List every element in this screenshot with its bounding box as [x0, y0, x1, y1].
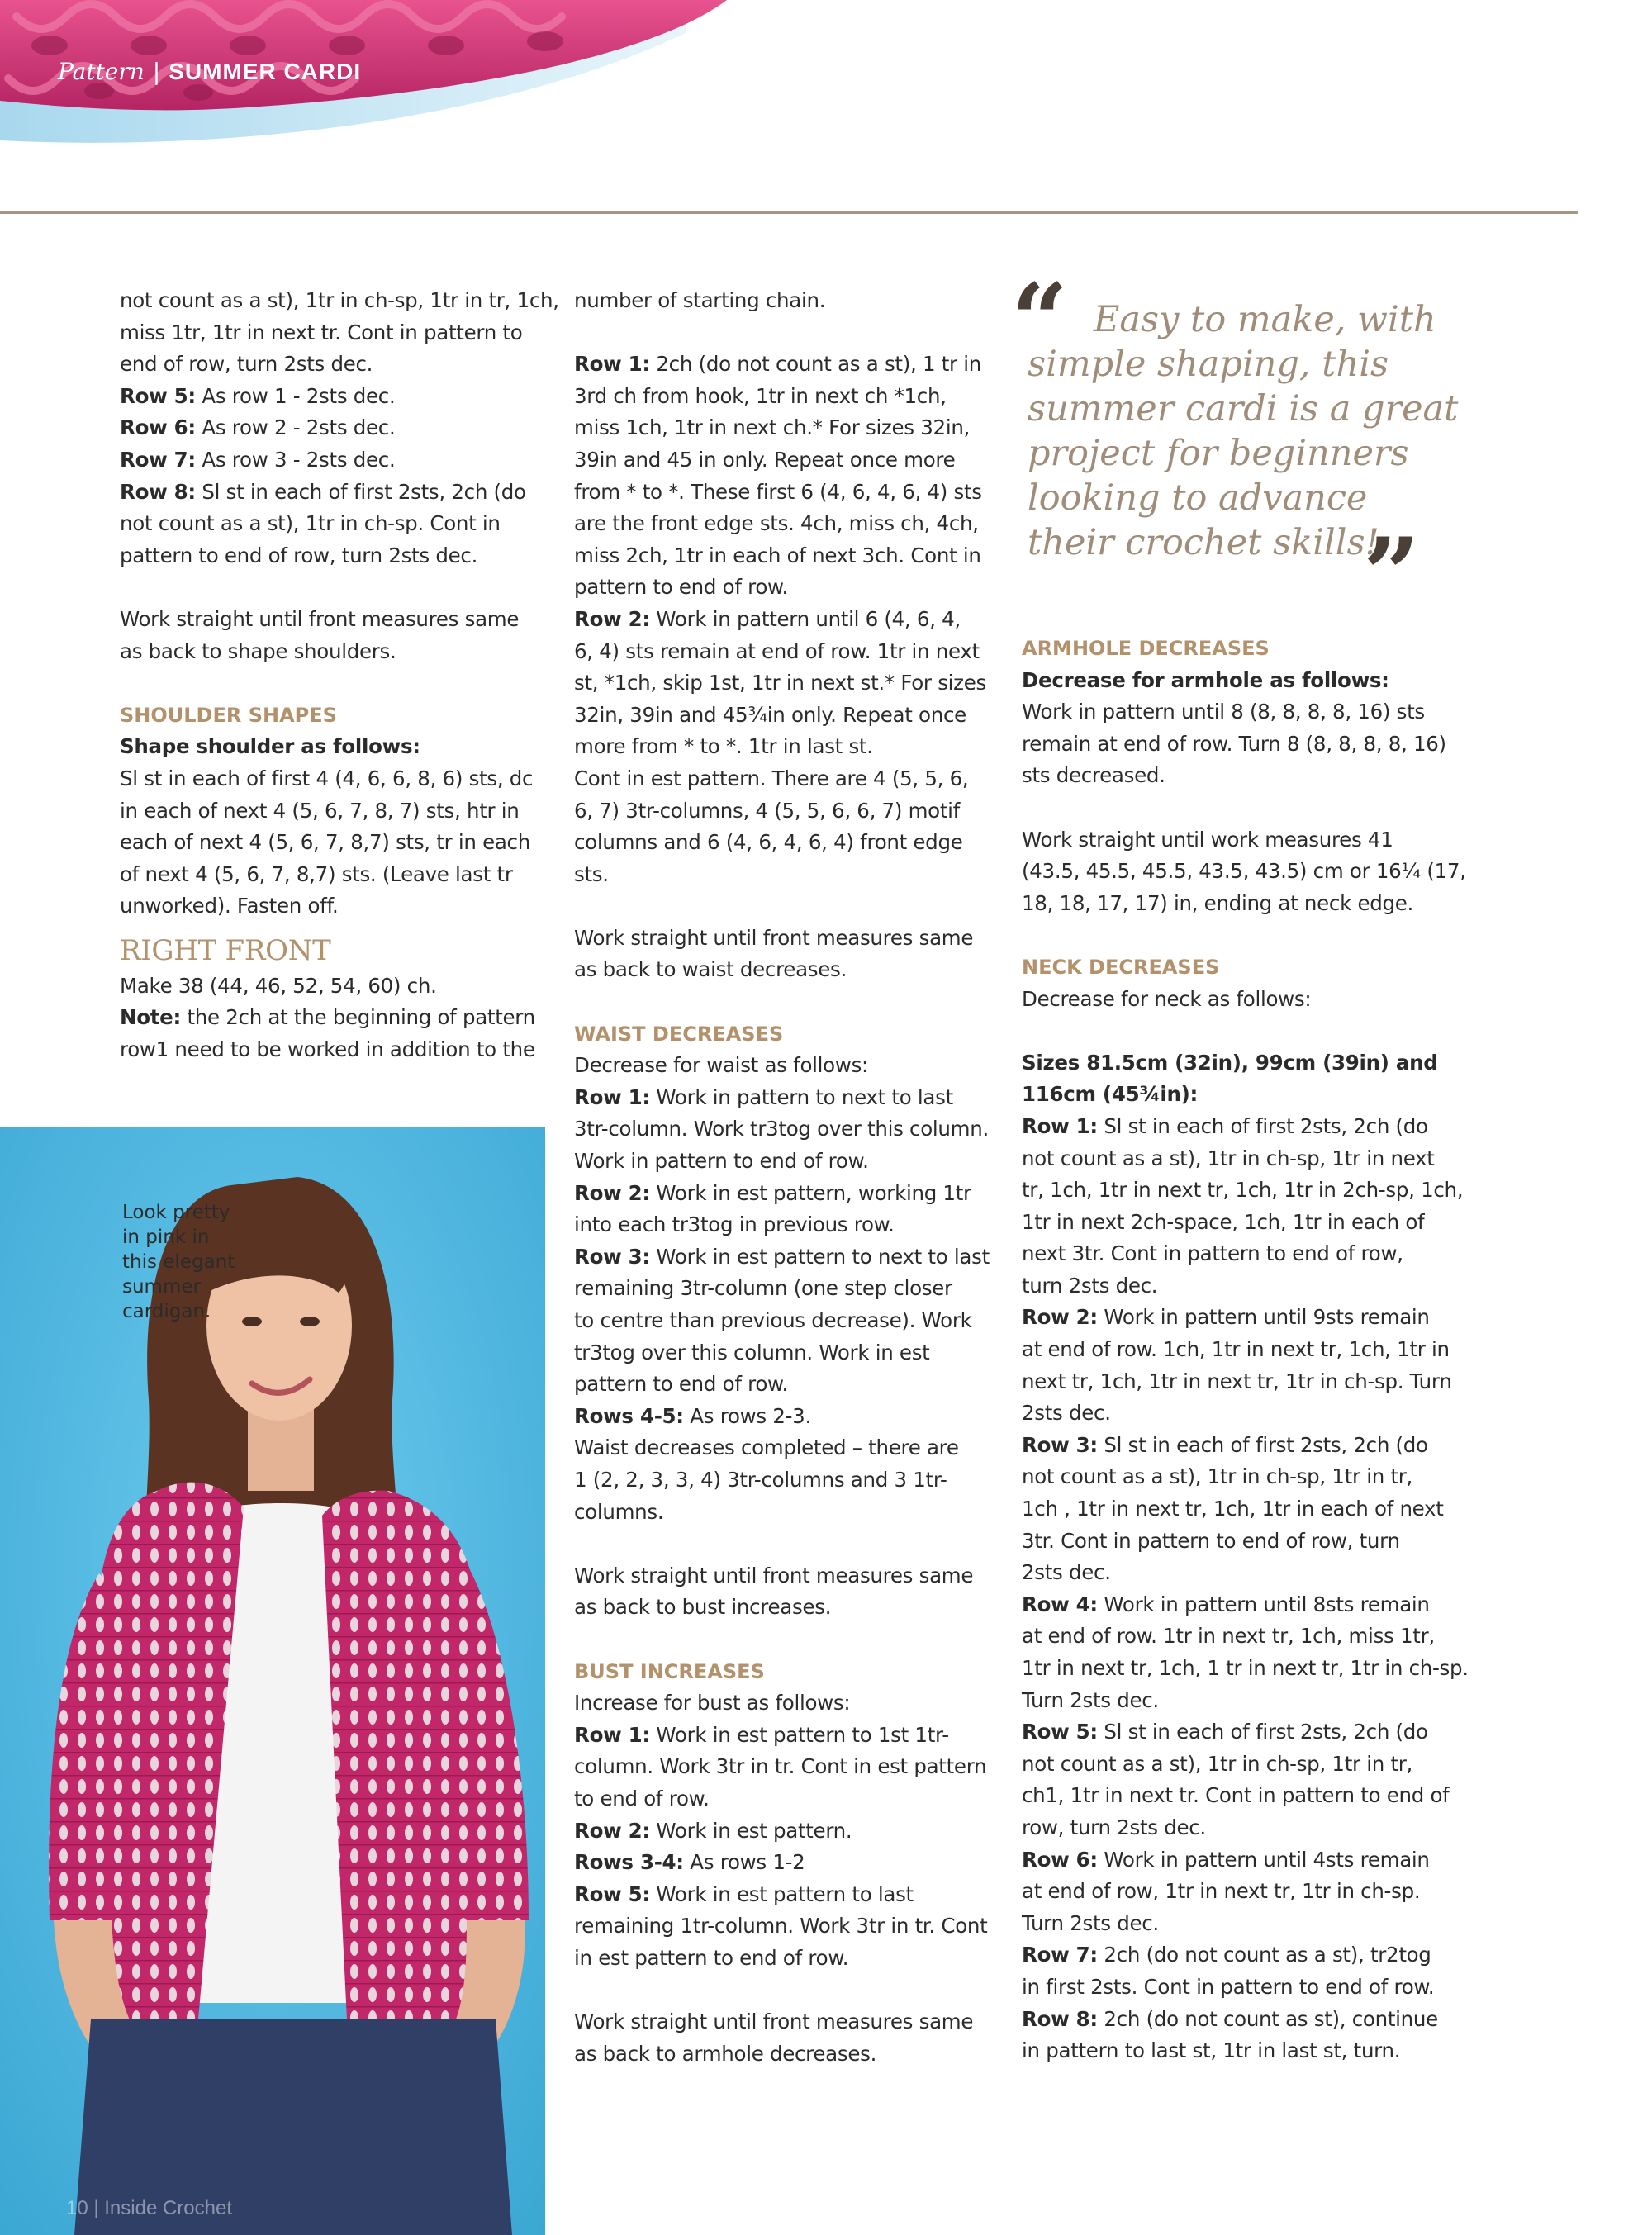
text-line: not count as a st), 1tr in ch-sp, 1tr in next — [1022, 1146, 1435, 1170]
row-label: Row 7: — [1022, 1943, 1098, 1967]
row-text: As row 1 - 2sts dec. — [195, 383, 396, 408]
row-instruction — [120, 444, 549, 477]
text-line: columns and 6 (4, 6, 4, 6, 4) front edge — [574, 830, 963, 855]
row-instruction — [1022, 1716, 1484, 1749]
row-instruction — [574, 349, 1004, 381]
quote-line: summer cardi is a great — [1028, 388, 1459, 429]
text-line: as back to waist decreases. — [574, 957, 847, 982]
quote-line: simple shaping, this — [1028, 344, 1389, 385]
row-label: Rows 4-5: — [574, 1403, 684, 1428]
text-line: next 3tr. Cont in pattern to end of row, — [1022, 1241, 1403, 1266]
text-line: Work straight until front measures same — [120, 606, 520, 631]
caption-line: in pink in — [122, 1227, 210, 1248]
text-line: are the front edge sts. 4ch, miss ch, 4ch, — [574, 511, 979, 536]
text-line: Waist decreases completed – there are — [574, 1435, 959, 1460]
text-line: not count as a st), 1tr in ch-sp. Cont in — [120, 511, 501, 536]
section-heading-waist: WAIST DECREASES — [574, 1022, 784, 1046]
text-line: 18, 18, 17, 17) in, ending at neck edge. — [1022, 890, 1414, 915]
caption-line: cardigan. — [122, 1301, 211, 1322]
open-quote-icon: “ — [1011, 262, 1069, 378]
row-instruction — [574, 1241, 1004, 1274]
text-line: column. Work 3tr in tr. Cont in est pattern — [574, 1754, 987, 1779]
row-label: Row 1: — [574, 352, 650, 377]
text-line: Turn 2sts dec. — [1022, 1910, 1159, 1935]
section-heading-neck: NECK DECREASES — [1022, 955, 1220, 979]
text-line: at end of row. 1ch, 1tr in next tr, 1ch, 1tr in — [1022, 1337, 1450, 1362]
text-line: Decrease for waist as follows: — [574, 1053, 868, 1078]
row-text: Work in pattern until 8sts remain — [1097, 1592, 1430, 1616]
text-line: 2sts dec. — [1022, 1560, 1111, 1585]
row-instruction — [1022, 1589, 1484, 1621]
note-text: the 2ch at the beginning of pattern — [180, 1005, 535, 1030]
row-instruction — [1022, 2004, 1484, 2036]
text-line: in est pattern to end of row. — [574, 1945, 849, 1970]
sizes-text: Sizes 81.5cm (32in), 99cm (39in) and — [1022, 1050, 1438, 1075]
text-line: as back to armhole decreases. — [574, 2041, 877, 2066]
text-line: not count as a st), 1tr in ch-sp, 1tr in tr, 1ch, — [120, 288, 559, 312]
note — [120, 1002, 549, 1034]
row-instruction — [574, 1720, 1004, 1752]
text-line: row1 need to be worked in addition to the — [120, 1037, 535, 1062]
sizes-text: 116cm (45¾in): — [1022, 1082, 1199, 1107]
row-label: Row 1: — [574, 1084, 650, 1109]
caption-line: this elegant — [122, 1251, 235, 1273]
text-line: tr3tog over this column. Work in est — [574, 1340, 930, 1364]
row-text: Sl st in each of first 2sts, 2ch (do — [1097, 1720, 1428, 1744]
column-right — [1022, 633, 1484, 2067]
text-line: from * to *. These first 6 (4, 6, 4, 6, 4) sts — [574, 479, 982, 504]
text-line: Work straight until front measures same — [574, 925, 974, 950]
row-text: Work in pattern until 4sts remain — [1097, 1847, 1430, 1872]
text-line: as back to shape shoulders. — [120, 638, 396, 663]
text-line: remain at end of row. Turn 8 (8, 8, 8, 8, 16) — [1022, 731, 1446, 756]
row-label: Row 3: — [574, 1244, 650, 1269]
row-instruction — [574, 1815, 1004, 1848]
row-label: Row 2: — [574, 1180, 650, 1205]
text-line: 3tr. Cont in pattern to end of row, turn — [1022, 1528, 1400, 1553]
row-instruction — [574, 1401, 1004, 1433]
text-line: 3tr-column. Work tr3tog over this column. — [574, 1117, 989, 1141]
row-text: Work in est pattern, working 1tr — [649, 1180, 971, 1205]
page-folio: 10 | Inside Crochet — [66, 2197, 233, 2219]
subheading-text: Decrease for armhole as follows: — [1022, 667, 1389, 692]
row-text: Sl st in each of first 2sts, 2ch (do — [1097, 1113, 1428, 1138]
text-line: in pattern to last st, 1tr in last st, turn. — [1022, 2038, 1401, 2063]
photo-caption — [122, 1200, 235, 1324]
header-divider — [0, 211, 1578, 214]
text-line: 6, 7) 3tr-columns, 4 (5, 5, 6, 6, 7) motif — [574, 798, 960, 823]
text-line: Work in pattern to end of row. — [574, 1149, 869, 1174]
row-text: Sl st in each of first 2sts, 2ch (do — [1097, 1432, 1428, 1457]
text-line: ch1, 1tr in next tr. Cont in pattern to end of — [1022, 1783, 1450, 1808]
subheading — [1022, 665, 1484, 697]
section-heading-right-front: RIGHT FRONT — [120, 933, 331, 967]
row-label: Rows 3-4: — [574, 1850, 684, 1875]
text-line: each of next 4 (5, 6, 7, 8,7) sts, tr in each — [120, 830, 530, 855]
row-text: Work in pattern until 9sts remain — [1097, 1305, 1430, 1330]
text-line: miss 1ch, 1tr in next ch.* For sizes 32in, — [574, 415, 971, 440]
row-instruction — [574, 604, 1004, 636]
column-middle — [574, 285, 1004, 2070]
text-line: not count as a st), 1tr in ch-sp, 1tr in tr, — [1022, 1464, 1413, 1489]
caption-line: Look pretty — [122, 1202, 230, 1223]
row-instruction — [574, 1178, 1004, 1210]
row-instruction — [120, 477, 549, 509]
text-line: Increase for bust as follows: — [574, 1691, 851, 1715]
text-line: 39in and 45 in only. Repeat once more — [574, 447, 956, 472]
row-instruction — [120, 412, 549, 444]
model-photo — [0, 1127, 545, 2235]
text-line: miss 2ch, 1tr in each of next 3ch. Cont in — [574, 543, 981, 567]
row-label: Row 8: — [120, 479, 196, 504]
row-label: Row 6: — [1022, 1847, 1098, 1872]
text-line: to centre than previous decrease). Work — [574, 1308, 972, 1332]
text-line: remaining 1tr-column. Work 3tr in tr. Cont — [574, 1914, 988, 1938]
text-line: number of starting chain. — [574, 288, 826, 312]
text-line: of next 4 (5, 6, 7, 8,7) sts. (Leave last tr — [120, 861, 513, 886]
text-line: more from * to *. 1tr in last st. — [574, 734, 873, 759]
text-line: to end of row. — [574, 1786, 710, 1810]
text-line: miss 1tr, 1tr in next tr. Cont in pattern to — [120, 320, 523, 344]
row-label: Row 2: — [574, 1818, 650, 1843]
row-instruction — [1022, 1111, 1484, 1143]
header-banner — [0, 0, 743, 149]
text-line: row, turn 2sts dec. — [1022, 1815, 1206, 1839]
text-line: 1tr in next 2ch-space, 1ch, 1tr in each of — [1022, 1209, 1425, 1234]
row-text: Work in est pattern. — [649, 1818, 852, 1843]
row-text: 2ch (do not count as a st), tr2tog — [1097, 1943, 1431, 1967]
row-instruction — [120, 381, 549, 413]
text-line: 1 (2, 2, 3, 3, 4) 3tr-columns and 3 1tr- — [574, 1467, 947, 1492]
text-line: Work in pattern until 8 (8, 8, 8, 8, 16) sts — [1022, 700, 1425, 724]
quote-line: their crochet skills! — [1028, 522, 1379, 563]
row-text: Work in pattern to next to last — [649, 1084, 953, 1109]
text-line: 1ch , 1tr in next tr, 1ch, 1tr in each of next — [1022, 1497, 1444, 1521]
text-line: Cont in est pattern. There are 4 (5, 5, 6, — [574, 766, 969, 790]
text-line: Turn 2sts dec. — [1022, 1687, 1159, 1712]
text-line: into each tr3tog in previous row. — [574, 1212, 895, 1237]
row-label: Row 5: — [120, 383, 196, 408]
row-label: Row 3: — [1022, 1432, 1098, 1457]
pattern-title: SUMMER CARDI — [169, 59, 362, 84]
row-text: Work in pattern until 6 (4, 6, 4, — [649, 606, 961, 631]
row-text: As row 3 - 2sts dec. — [195, 447, 396, 472]
row-instruction — [1022, 1939, 1484, 1972]
text-line: 1tr in next tr, 1ch, 1 tr in next tr, 1tr in ch-sp. — [1022, 1656, 1469, 1680]
row-instruction — [574, 1082, 1004, 1114]
text-line: Work straight until work measures 41 — [1022, 827, 1393, 852]
text-line: pattern to end of row. — [574, 575, 789, 600]
text-line: sts. — [574, 861, 609, 886]
text-line: in each of next 4 (5, 6, 7, 8, 7) sts, htr in — [120, 798, 520, 823]
text-line: as back to bust increases. — [574, 1595, 832, 1620]
close-quote-icon: ” — [1363, 516, 1421, 633]
row-label: Row 4: — [1022, 1592, 1098, 1616]
section-label: Pattern — [58, 58, 145, 85]
row-instruction — [1022, 1844, 1484, 1877]
text-line: 2sts dec. — [1022, 1401, 1111, 1426]
row-text: Sl st in each of first 2sts, 2ch (do — [195, 479, 526, 504]
text-line: unworked). Fasten off. — [120, 894, 339, 918]
column-left — [120, 285, 559, 1066]
text-line: turn 2sts dec. — [1022, 1273, 1158, 1298]
text-line: remaining 3tr-column (one step closer — [574, 1276, 952, 1301]
text-line: Work straight until front measures same — [574, 2010, 974, 2034]
row-instruction — [574, 1847, 1004, 1879]
text-line: (43.5, 45.5, 45.5, 43.5, 43.5) cm or 16¼ (17, — [1022, 859, 1466, 884]
note-label: Note: — [120, 1005, 181, 1030]
quote-line: Easy to make, with — [1094, 299, 1436, 340]
row-text: As rows 2-3. — [683, 1403, 811, 1428]
text-line: in first 2sts. Cont in pattern to end of row. — [1022, 1974, 1435, 1999]
section-heading-shoulder: SHOULDER SHAPES — [120, 703, 337, 727]
text-line: columns. — [574, 1499, 664, 1524]
text-line: at end of row, 1tr in next tr, 1tr in ch-sp. — [1022, 1879, 1421, 1904]
row-instruction — [1022, 1430, 1484, 1462]
text-line: not count as a st), 1tr in ch-sp, 1tr in tr, — [1022, 1751, 1413, 1776]
section-heading-bust: BUST INCREASES — [574, 1659, 765, 1683]
text-line: Sl st in each of first 4 (4, 6, 6, 8, 6) sts, dc — [120, 766, 534, 790]
row-label: Row 5: — [574, 1881, 650, 1906]
text-line: 32in, 39in and 45¾in only. Repeat once — [574, 702, 966, 727]
row-text: Work in est pattern to last — [649, 1881, 914, 1906]
quote-line: looking to advance — [1028, 477, 1368, 519]
row-text: Work in est pattern to next to last — [649, 1244, 990, 1269]
row-text: 2ch (do not count as st), continue — [1097, 2006, 1438, 2031]
quote-line: project for beginners — [1028, 433, 1409, 474]
text-line: 6, 4) sts remain at end of row. 1tr in next — [574, 638, 980, 663]
row-label: Row 2: — [1022, 1305, 1098, 1330]
caption-line: summer — [122, 1276, 201, 1298]
text-line: next tr, 1ch, 1tr in next tr, 1tr in ch-sp. Turn — [1022, 1369, 1452, 1393]
row-instruction — [574, 1879, 1004, 1911]
row-instruction — [1022, 1302, 1484, 1334]
header-separator: | — [152, 58, 161, 85]
row-text: 2ch (do not count as a st), 1 tr in — [649, 352, 982, 377]
row-label: Row 1: — [1022, 1113, 1098, 1138]
text-line: Decrease for neck as follows: — [1022, 986, 1312, 1011]
text-line: at end of row. 1tr in next tr, 1ch, miss 1tr, — [1022, 1624, 1435, 1649]
text-line: 3rd ch from hook, 1tr in next ch *1ch, — [574, 383, 947, 408]
text-line: sts decreased. — [1022, 763, 1165, 788]
text-line: Make 38 (44, 46, 52, 54, 60) ch. — [120, 973, 437, 998]
text-line: end of row, turn 2sts dec. — [120, 352, 373, 377]
subheading-text: Shape shoulder as follows: — [120, 734, 420, 759]
row-text: As row 2 - 2sts dec. — [195, 415, 396, 440]
text-line: tr, 1ch, 1tr in next tr, 1ch, 1tr in 2ch-sp, 1ch, — [1022, 1178, 1464, 1203]
row-label: Row 8: — [1022, 2006, 1098, 2031]
row-label: Row 6: — [120, 415, 196, 440]
text-line: pattern to end of row, turn 2sts dec. — [120, 543, 478, 567]
sizes-heading — [1022, 1079, 1484, 1111]
row-label: Row 5: — [1022, 1720, 1098, 1744]
row-text: As rows 1-2 — [683, 1850, 805, 1875]
row-label: Row 2: — [574, 606, 650, 631]
row-label: Row 7: — [120, 447, 196, 472]
model-illustration — [0, 1127, 545, 2235]
sizes-heading — [1022, 1047, 1484, 1080]
subheading — [120, 731, 549, 763]
row-text: Work in est pattern to 1st 1tr- — [649, 1722, 949, 1747]
header-label — [58, 58, 361, 85]
text-line: st, *1ch, skip 1st, 1tr in next st.* For sizes — [574, 671, 986, 695]
row-label: Row 1: — [574, 1722, 650, 1747]
text-line: pattern to end of row. — [574, 1372, 789, 1397]
section-heading-armhole: ARMHOLE DECREASES — [1022, 637, 1270, 660]
text-line: Work straight until front measures same — [574, 1563, 974, 1587]
